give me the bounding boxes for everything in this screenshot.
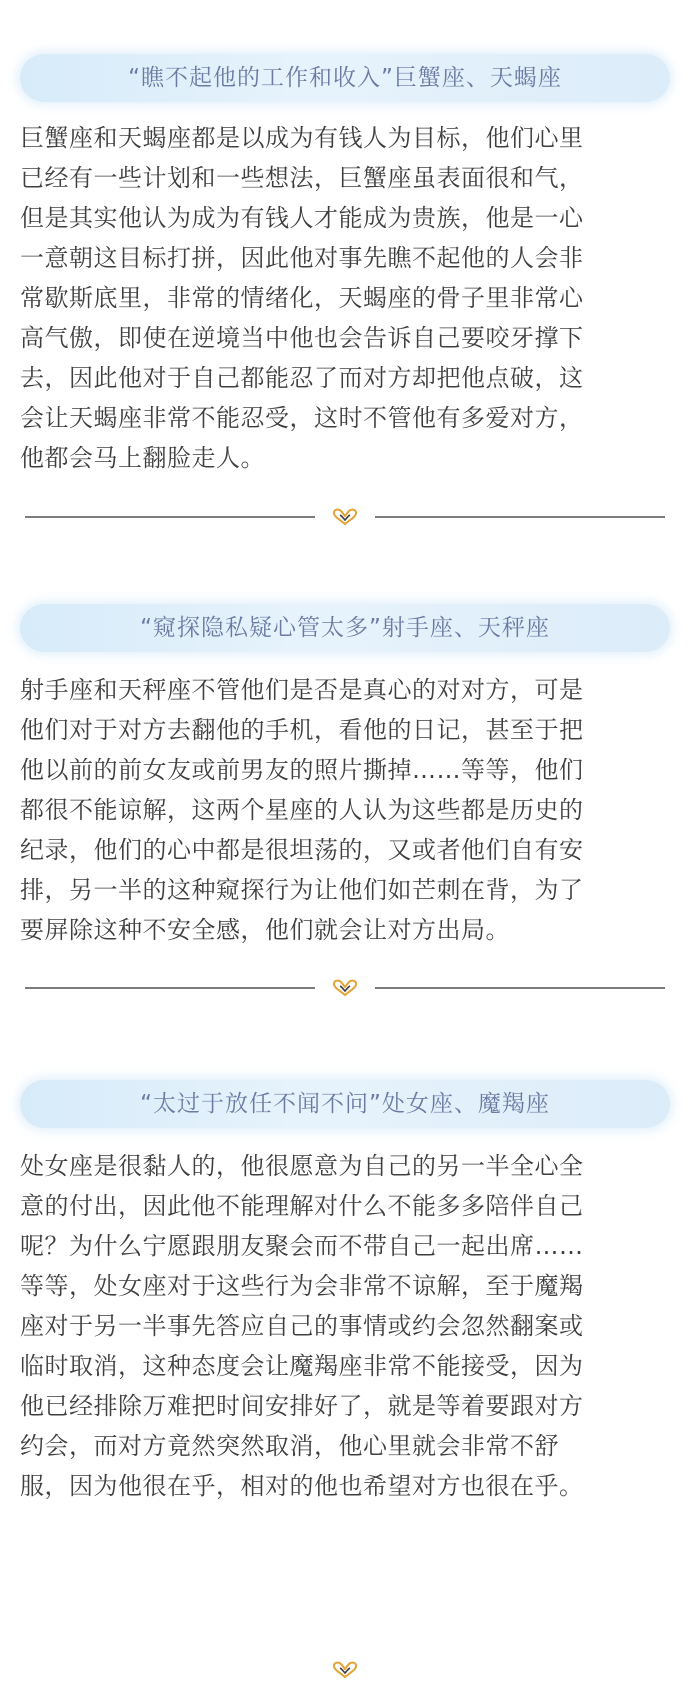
paragraph-line: 排，另一半的这种窥探行为让他们如芒刺在背，为了 (20, 876, 584, 904)
heart-hands-icon (329, 1660, 361, 1680)
section-divider (25, 507, 665, 527)
paragraph-line: 他以前的前女友或前男友的照片撕掉……等等，他们 (20, 756, 584, 784)
heart-hands-icon (329, 507, 361, 527)
paragraph-line: 等等，处女座对于这些行为会非常不谅解，至于魔羯 (20, 1272, 584, 1300)
section-2-paragraph (20, 670, 670, 950)
divider-line-left (25, 987, 315, 989)
paragraph-line: 他们对于对方去翻他的手机，看他的日记，甚至于把 (20, 716, 584, 744)
divider-line-right (375, 516, 665, 518)
paragraph-line: 但是其实他认为成为有钱人才能成为贵族，他是一心 (20, 204, 584, 232)
section-3-title: “太过于放任不闻不问”处女座、魔羯座 (140, 1091, 550, 1117)
heart-hands-icon (329, 978, 361, 998)
section-1-banner (20, 54, 670, 102)
divider-line-left (25, 516, 315, 518)
paragraph-line: 纪录，他们的心中都是很坦荡的，又或者他们自有安 (20, 836, 584, 864)
section-3-banner (20, 1080, 670, 1128)
paragraph-line: 他都会马上翻脸走人。 (20, 444, 265, 472)
paragraph-line: 呢？为什么宁愿跟朋友聚会而不带自己一起出席…… (20, 1232, 584, 1260)
paragraph-line: 高气傲，即使在逆境当中他也会告诉自己要咬牙撑下 (20, 324, 584, 352)
paragraph-line: 常歇斯底里，非常的情绪化，天蝎座的骨子里非常心 (20, 284, 584, 312)
paragraph-line: 座对于另一半事先答应自己的事情或约会忽然翻案或 (20, 1312, 584, 1340)
paragraph-line: 巨蟹座和天蝎座都是以成为有钱人为目标，他们心里 (20, 124, 584, 152)
paragraph-line: 他已经排除万难把时间安排好了，就是等着要跟对方 (20, 1392, 584, 1420)
section-1-title: “瞧不起他的工作和收入”巨蟹座、天蝎座 (128, 65, 562, 91)
paragraph-line: 去，因此他对于自己都能忍了而对方却把他点破，这 (20, 364, 584, 392)
paragraph-line: 临时取消，这种态度会让魔羯座非常不能接受，因为 (20, 1352, 584, 1380)
paragraph-line: 约会，而对方竟然突然取消，他心里就会非常不舒 (20, 1432, 559, 1460)
section-divider (25, 978, 665, 998)
section-1-paragraph (20, 118, 670, 478)
divider-line-right (375, 987, 665, 989)
paragraph-line: 会让天蝎座非常不能忍受，这时不管他有多爱对方， (20, 404, 584, 432)
section-divider (25, 1660, 665, 1680)
paragraph-line: 意的付出，因此他不能理解对什么不能多多陪伴自己 (20, 1192, 584, 1220)
section-3-paragraph (20, 1146, 670, 1506)
section-2-banner (20, 604, 670, 652)
paragraph-line: 已经有一些计划和一些想法，巨蟹座虽表面很和气， (20, 164, 584, 192)
paragraph-line: 都很不能谅解，这两个星座的人认为这些都是历史的 (20, 796, 584, 824)
paragraph-line: 处女座是很黏人的，他很愿意为自己的另一半全心全 (20, 1152, 584, 1180)
paragraph-line: 要屏除这种不安全感，他们就会让对方出局。 (20, 916, 510, 944)
paragraph-line: 射手座和天秤座不管他们是否是真心的对对方，可是 (20, 676, 584, 704)
paragraph-line: 服，因为他很在乎，相对的他也希望对方也很在乎。 (20, 1472, 584, 1500)
section-2-title: “窥探隐私疑心管太多”射手座、天秤座 (140, 615, 550, 641)
paragraph-line: 一意朝这目标打拼，因此他对事先瞧不起他的人会非 (20, 244, 584, 272)
